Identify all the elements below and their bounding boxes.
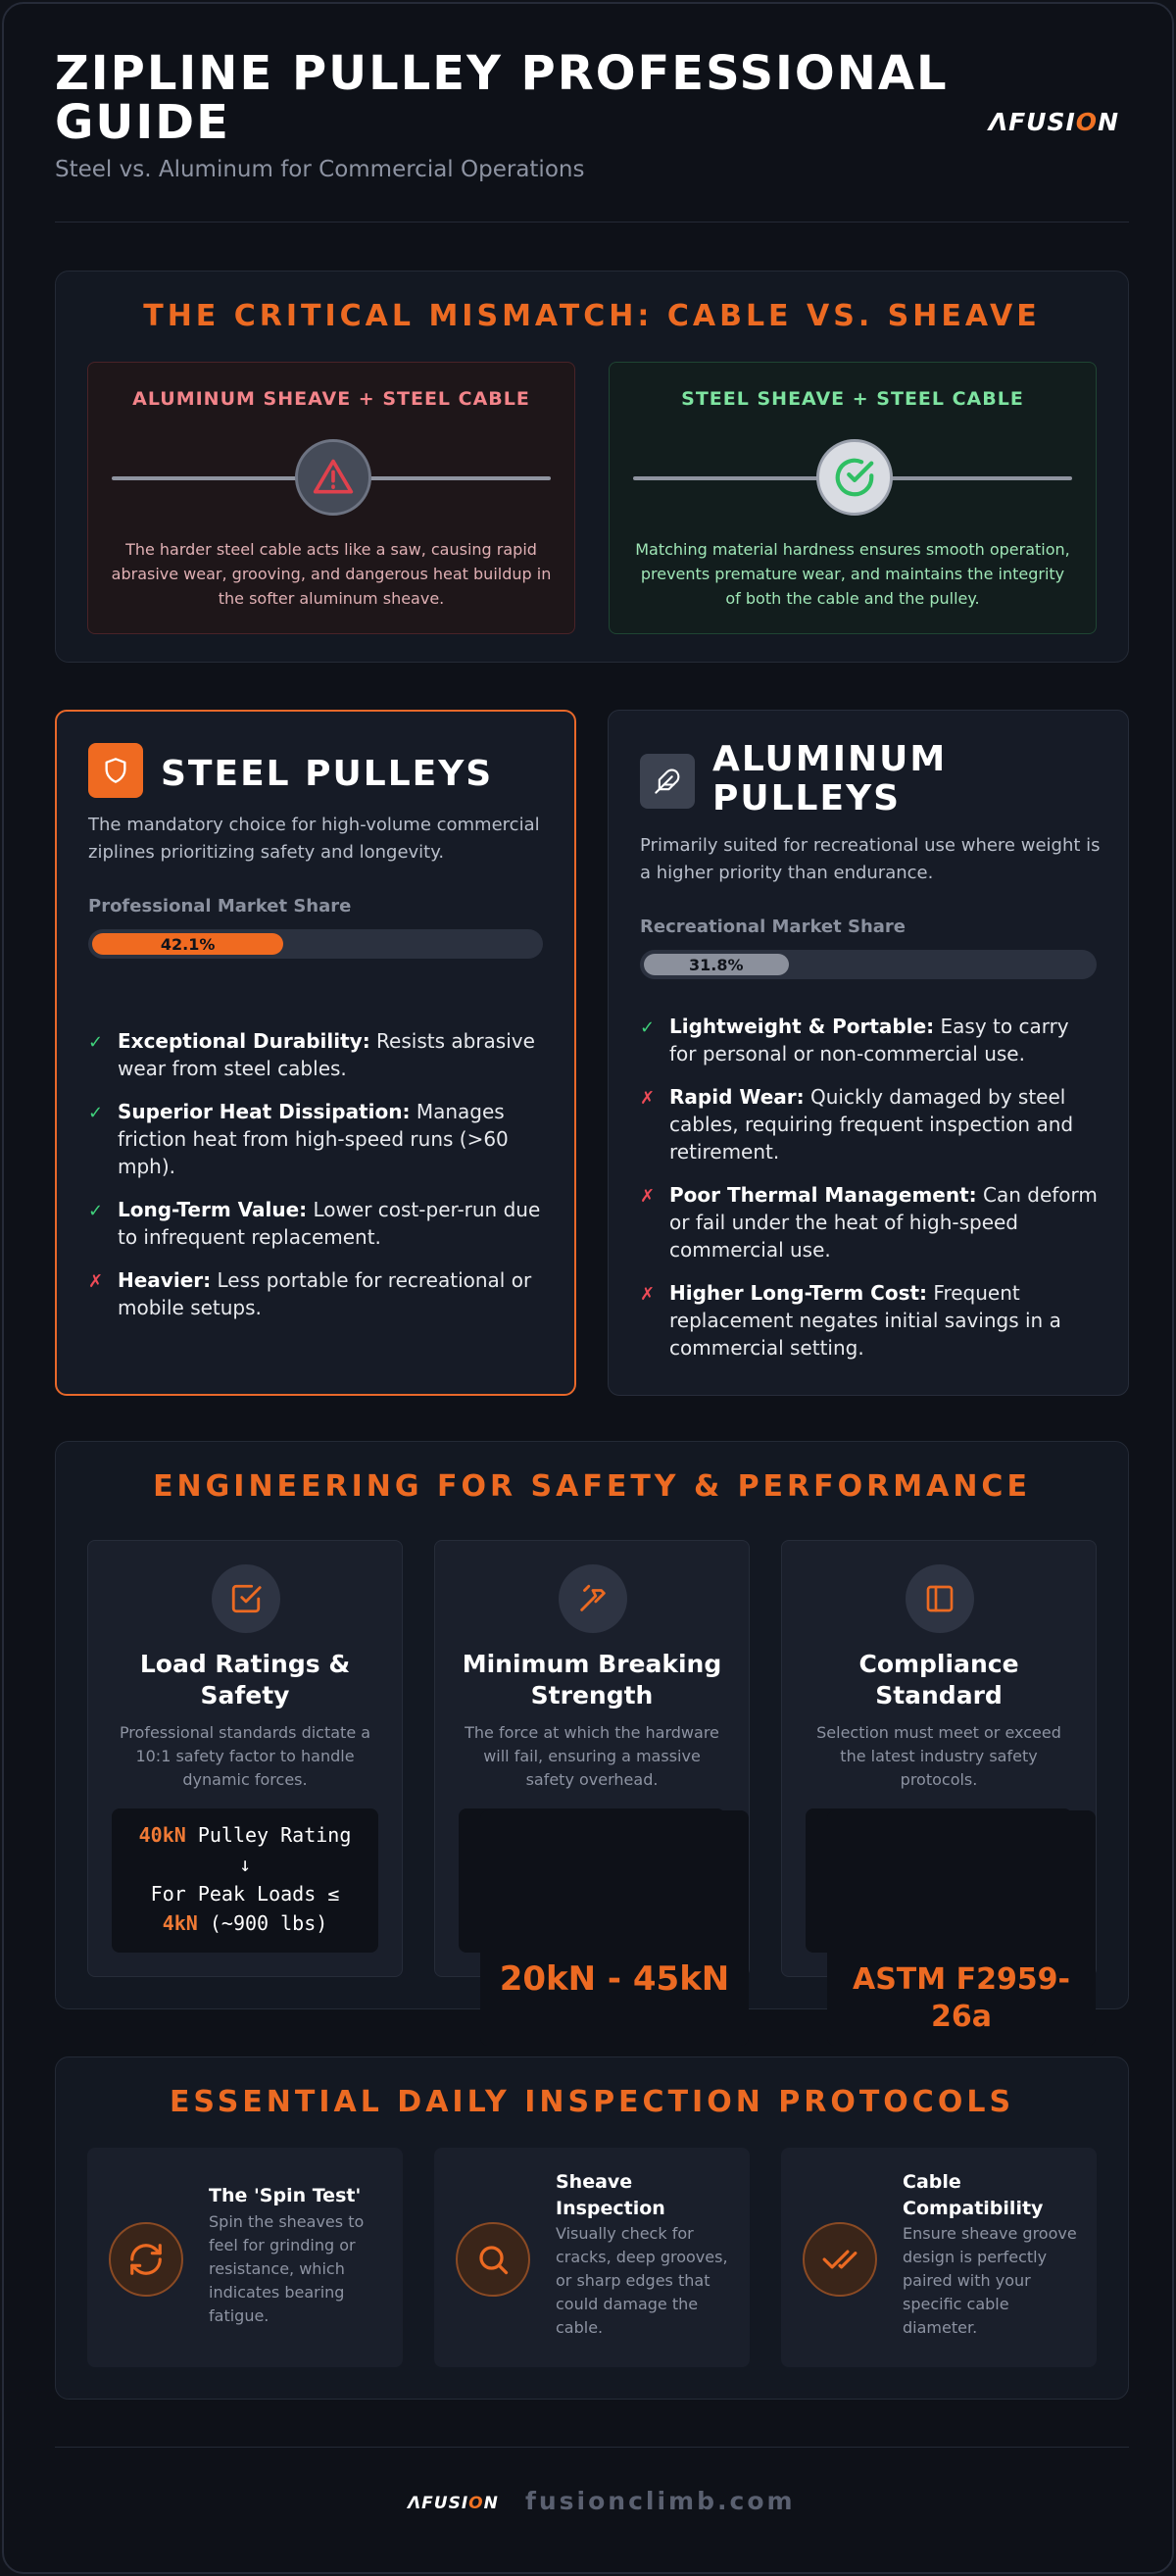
spin-test-title: The 'Spin Test' bbox=[209, 2185, 362, 2206]
feature-item bbox=[88, 1266, 547, 1321]
page-frame bbox=[2, 2, 1174, 2574]
check-icon: ✓ bbox=[88, 1201, 104, 1221]
steel-sheave bbox=[816, 439, 893, 516]
inspection-title: ESSENTIAL DAILY INSPECTION PROTOCOLS bbox=[169, 2085, 1015, 2119]
feature-title: Poor Thermal Management: bbox=[669, 1183, 977, 1207]
feature-item bbox=[88, 1098, 547, 1180]
aluminum-description: Primarily suited for recreational use where weight is a higher priority than endurance. bbox=[640, 835, 1101, 883]
page-title: ZIPLINE PULLEY PROFESSIONAL GUIDE bbox=[55, 46, 949, 150]
header bbox=[55, 46, 1129, 216]
cross-icon: ✗ bbox=[640, 1088, 656, 1109]
breaking-strength-title: Minimum Breaking Strength bbox=[462, 1650, 722, 1709]
eng-icon-badge bbox=[212, 1564, 280, 1633]
feature-item bbox=[88, 1027, 547, 1082]
breaking-strength-value: 20kN - 45kN bbox=[499, 1959, 730, 1999]
logo-end: N bbox=[483, 2494, 499, 2513]
refresh-icon bbox=[127, 2241, 165, 2278]
steel-share-label: Professional Market Share bbox=[88, 896, 352, 916]
cable-compatibility-description: Ensure sheave groove design is perfectly paired with your specific cable diameter. bbox=[903, 2224, 1077, 2337]
feature-title: Superior Heat Dissipation: bbox=[118, 1100, 411, 1123]
feature-item bbox=[640, 1083, 1101, 1165]
feature-item bbox=[640, 1181, 1101, 1263]
logo-text: ɅFUSI bbox=[408, 2494, 469, 2513]
logo-text: ɅFUSI bbox=[988, 108, 1076, 136]
mismatch-good-label: STEEL SHEAVE + STEEL CABLE bbox=[681, 388, 1024, 410]
footer-divider bbox=[55, 2447, 1129, 2448]
feature-text: Quickly damaged by steel cables, requiring frequent inspection and retirement. bbox=[669, 1085, 1074, 1164]
spin-test-card bbox=[87, 2148, 403, 2367]
breaking-strength-overflow bbox=[480, 1810, 749, 2046]
compliance-value: ASTM F2959-26a bbox=[852, 1962, 1071, 2034]
check-icon: ✓ bbox=[88, 1032, 104, 1053]
load-ratings-title: Load Ratings & Safety bbox=[139, 1650, 351, 1709]
logo-end: N bbox=[1098, 108, 1119, 136]
sheave-inspection-title: Sheave Inspection bbox=[556, 2171, 665, 2219]
feature-item bbox=[640, 1013, 1101, 1067]
check-icon: ✓ bbox=[88, 1103, 104, 1123]
feature-text: Less portable for recreational or mobile setups. bbox=[118, 1268, 532, 1319]
breaking-strength-description: The force at which the hardware will fail, ensuring a massive safety overhead. bbox=[465, 1723, 719, 1789]
steel-title: STEEL PULLEYS bbox=[161, 754, 494, 794]
mismatch-title: THE CRITICAL MISMATCH: CABLE VS. SHEAVE bbox=[143, 299, 1041, 333]
footer-logo bbox=[408, 2494, 499, 2513]
mismatch-good-card bbox=[609, 362, 1097, 634]
feature-item bbox=[88, 1196, 547, 1251]
steel-pulleys-card bbox=[55, 710, 576, 1396]
load-ratings-description: Professional standards dictate a 10:1 safety factor to handle dynamic forces. bbox=[119, 1723, 371, 1789]
mismatch-bad-label: ALUMINUM SHEAVE + STEEL CABLE bbox=[132, 388, 530, 410]
ins-icon-badge bbox=[803, 2222, 877, 2297]
compliance-description: Selection must meet or exceed the latest industry safety protocols. bbox=[816, 1723, 1061, 1789]
load-ratings-card bbox=[87, 1540, 403, 1977]
mismatch-bad-description: The harder steel cable acts like a saw, causing rapid abrasive wear, grooving, and dangerous heat buildup in the softer aluminum sheave. bbox=[111, 540, 552, 608]
feature-title: Long-Term Value: bbox=[118, 1198, 308, 1221]
tag-icon bbox=[576, 1582, 610, 1615]
warning-triangle-icon bbox=[312, 456, 355, 499]
check-icon: ✓ bbox=[640, 1017, 656, 1038]
shield-icon bbox=[102, 757, 129, 784]
header-divider bbox=[55, 222, 1129, 223]
compliance-title: Compliance Standard bbox=[858, 1650, 1019, 1709]
double-check-icon bbox=[821, 2241, 858, 2278]
feature-title: Heavier: bbox=[118, 1268, 212, 1292]
ins-icon-badge bbox=[109, 2222, 183, 2297]
cross-icon: ✗ bbox=[640, 1186, 656, 1207]
mismatch-panel bbox=[55, 271, 1129, 663]
aluminum-sheave bbox=[295, 439, 371, 516]
panel-icon bbox=[924, 1583, 956, 1614]
feature-text: Resists abrasive wear from steel cables. bbox=[118, 1029, 535, 1080]
cable-compatibility-title: Cable Compatibility bbox=[903, 2171, 1044, 2219]
fusion-logo bbox=[989, 108, 1119, 136]
pulley-rating-label: Pulley Rating bbox=[185, 1823, 352, 1847]
aluminum-share-bar bbox=[640, 950, 1097, 979]
aluminum-icon-badge bbox=[640, 754, 695, 809]
aluminum-pulleys-card bbox=[608, 710, 1129, 1396]
logo-o: O bbox=[1075, 108, 1099, 136]
feather-icon bbox=[654, 768, 681, 795]
checkbox-icon bbox=[229, 1582, 263, 1615]
feature-title: Lightweight & Portable: bbox=[669, 1015, 935, 1038]
steel-share-bar bbox=[88, 929, 543, 959]
peak-load-note: (~900 lbs) bbox=[197, 1911, 328, 1935]
ins-icon-badge bbox=[456, 2222, 530, 2297]
logo-o: O bbox=[468, 2494, 484, 2513]
steel-share-fill: 42.1% bbox=[92, 933, 283, 955]
cross-icon: ✗ bbox=[88, 1271, 104, 1292]
peak-loads-label: For Peak Loads ≤ bbox=[150, 1882, 340, 1906]
steel-icon-badge bbox=[88, 743, 143, 798]
feature-text: Lower cost-per-run due to infrequent replacement. bbox=[118, 1198, 541, 1249]
eng-icon-badge bbox=[906, 1564, 974, 1633]
sheave-inspection-card bbox=[434, 2148, 750, 2367]
feature-text: Can deform or fail under the heat of high-speed commercial use. bbox=[669, 1183, 1098, 1262]
feature-item bbox=[640, 1279, 1101, 1362]
sheave-inspection-description: Visually check for cracks, deep grooves, or sharp edges that could damage the cable. bbox=[556, 2224, 728, 2337]
aluminum-title: ALUMINUM PULLEYS bbox=[712, 739, 948, 818]
load-rating-box bbox=[112, 1808, 378, 1953]
check-circle-icon bbox=[832, 455, 877, 500]
inspection-panel bbox=[55, 2056, 1129, 2400]
eng-icon-badge bbox=[559, 1564, 627, 1633]
rating-arrow: ↓ bbox=[238, 1853, 252, 1876]
steel-description: The mandatory choice for high-volume commercial ziplines prioritizing safety and longevity. bbox=[88, 815, 540, 863]
feature-title: Exceptional Durability: bbox=[118, 1029, 370, 1053]
compliance-overflow bbox=[827, 1810, 1096, 2046]
engineering-title: ENGINEERING FOR SAFETY & PERFORMANCE bbox=[153, 1469, 1031, 1504]
aluminum-share-label: Recreational Market Share bbox=[640, 916, 906, 937]
feature-title: Rapid Wear: bbox=[669, 1085, 805, 1109]
cable-compatibility-card bbox=[781, 2148, 1097, 2367]
page-subtitle: Steel vs. Aluminum for Commercial Operations bbox=[55, 157, 585, 182]
search-icon bbox=[475, 2242, 511, 2277]
footer-url[interactable]: fusionclimb.com bbox=[525, 2487, 796, 2515]
pulley-rating-value: 40kN bbox=[138, 1823, 186, 1847]
peak-load-value: 4kN bbox=[162, 1911, 198, 1935]
aluminum-share-fill: 31.8% bbox=[644, 954, 789, 975]
mismatch-good-description: Matching material hardness ensures smooth operation, prevents premature wear, and maintains the integrity of both the cable and the pulley. bbox=[635, 540, 1070, 608]
feature-title: Higher Long-Term Cost: bbox=[669, 1281, 928, 1305]
feature-text: Manages friction heat from high-speed runs (>60 mph). bbox=[118, 1100, 509, 1178]
feature-text: Easy to carry for personal or non-commercial use. bbox=[669, 1015, 1069, 1065]
feature-text: Frequent replacement negates initial savings in a commercial setting. bbox=[669, 1281, 1061, 1360]
spin-test-description: Spin the sheaves to feel for grinding or resistance, which indicates bearing fatigue. bbox=[209, 2212, 365, 2325]
cross-icon: ✗ bbox=[640, 1284, 656, 1305]
mismatch-bad-card bbox=[87, 362, 575, 634]
